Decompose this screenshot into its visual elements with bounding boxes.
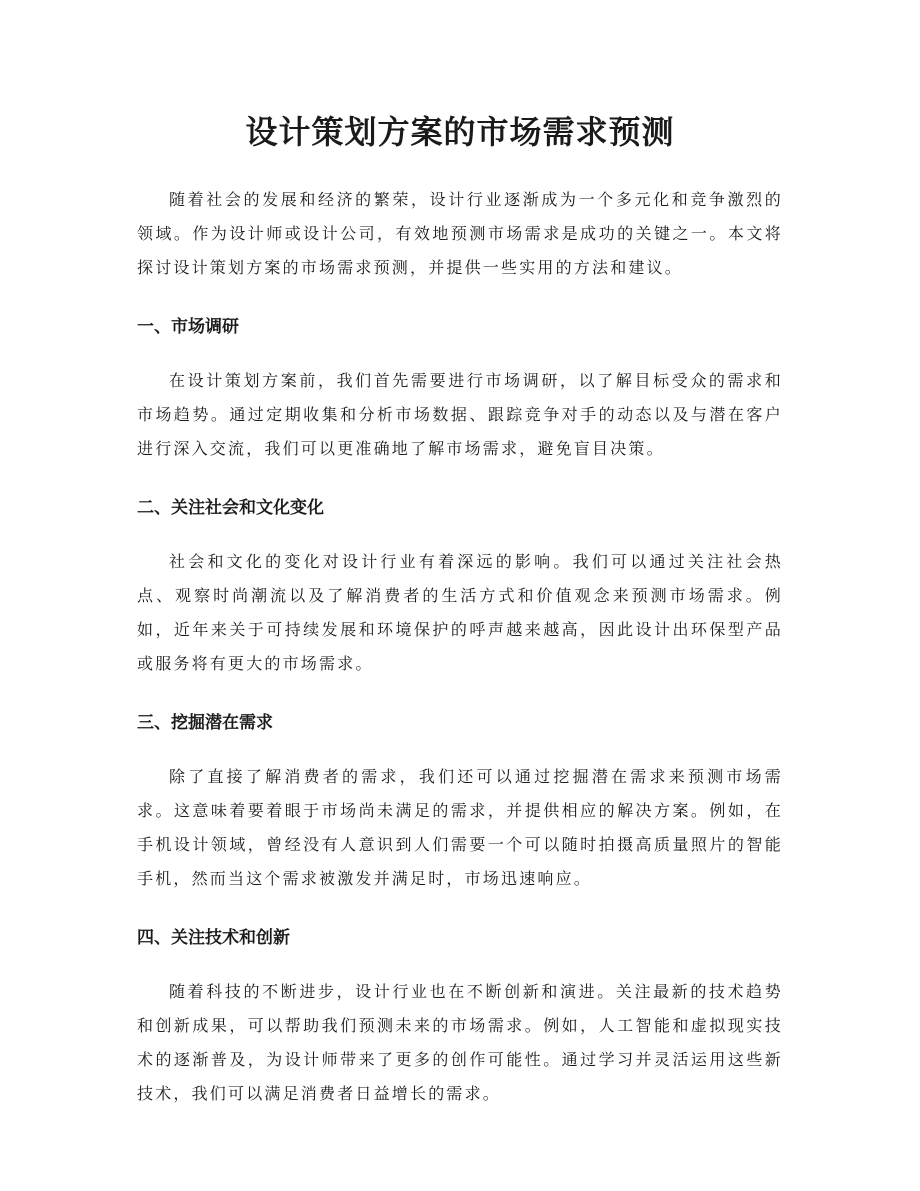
section-heading-latent-demand: 三、挖掘潜在需求 bbox=[137, 713, 273, 733]
spacer bbox=[137, 681, 783, 706]
section-body-latent-demand: 除了直接了解消费者的需求，我们还可以通过挖掘潜在需求来预测市场需求。这意味着要着眼于市场尚未满足的需求，并提供相应的解决方案。例如，在手机设计领域，曾经没有人意识到人们需要一个可以随时拍摄高质量照片的智能手机，然而当这个需求被激发并满足时，市场迅速响应。 bbox=[137, 767, 783, 888]
section-body-social-culture: 社会和文化的变化对设计行业有着深远的影响。我们可以通过关注社会热点、观察时尚潮流以及了解消费者的生活方式和价值观念来预测市场需求。例如，近年来关于可持续发展和环境保护的呼声越来越高，因此设计出环保型产品或服务将有更大的市场需求。 bbox=[137, 552, 783, 673]
spacer bbox=[137, 896, 783, 921]
spacer bbox=[137, 955, 783, 975]
intro-paragraph: 随着社会的发展和经济的繁荣，设计行业逐渐成为一个多元化和竞争激烈的领域。作为设计师或设计公司，有效地预测市场需求是成功的关键之一。本文将探讨设计策划方案的市场需求预测，并提供一些实用的方法和建议。 bbox=[137, 190, 783, 277]
document-title: 设计策划方案的市场需求预测 bbox=[245, 113, 675, 151]
spacer bbox=[137, 285, 783, 310]
spacer bbox=[137, 740, 783, 760]
section-body-market-research: 在设计策划方案前，我们首先需要进行市场调研，以了解目标受众的需求和市场趋势。通过定期收集和分析市场数据、跟踪竞争对手的动态以及与潜在客户进行深入交流，我们可以更准确地了解市场需求，避免盲目决策。 bbox=[137, 371, 783, 458]
document-body bbox=[137, 183, 783, 1111]
section-heading-tech-innovation: 四、关注技术和创新 bbox=[137, 928, 290, 948]
spacer bbox=[137, 344, 783, 364]
spacer bbox=[137, 466, 783, 491]
section-heading-social-culture: 二、关注社会和文化变化 bbox=[137, 498, 324, 518]
section-body-tech-innovation: 随着科技的不断进步，设计行业也在不断创新和演进。关注最新的技术趋势和创新成果，可以帮助我们预测未来的市场需求。例如，人工智能和虚拟现实技术的逐渐普及，为设计师带来了更多的创作可能性。通过学习并灵活运用这些新技术，我们可以满足消费者日益增长的需求。 bbox=[137, 982, 783, 1103]
section-heading-market-research: 一、市场调研 bbox=[137, 317, 239, 337]
spacer bbox=[137, 525, 783, 545]
